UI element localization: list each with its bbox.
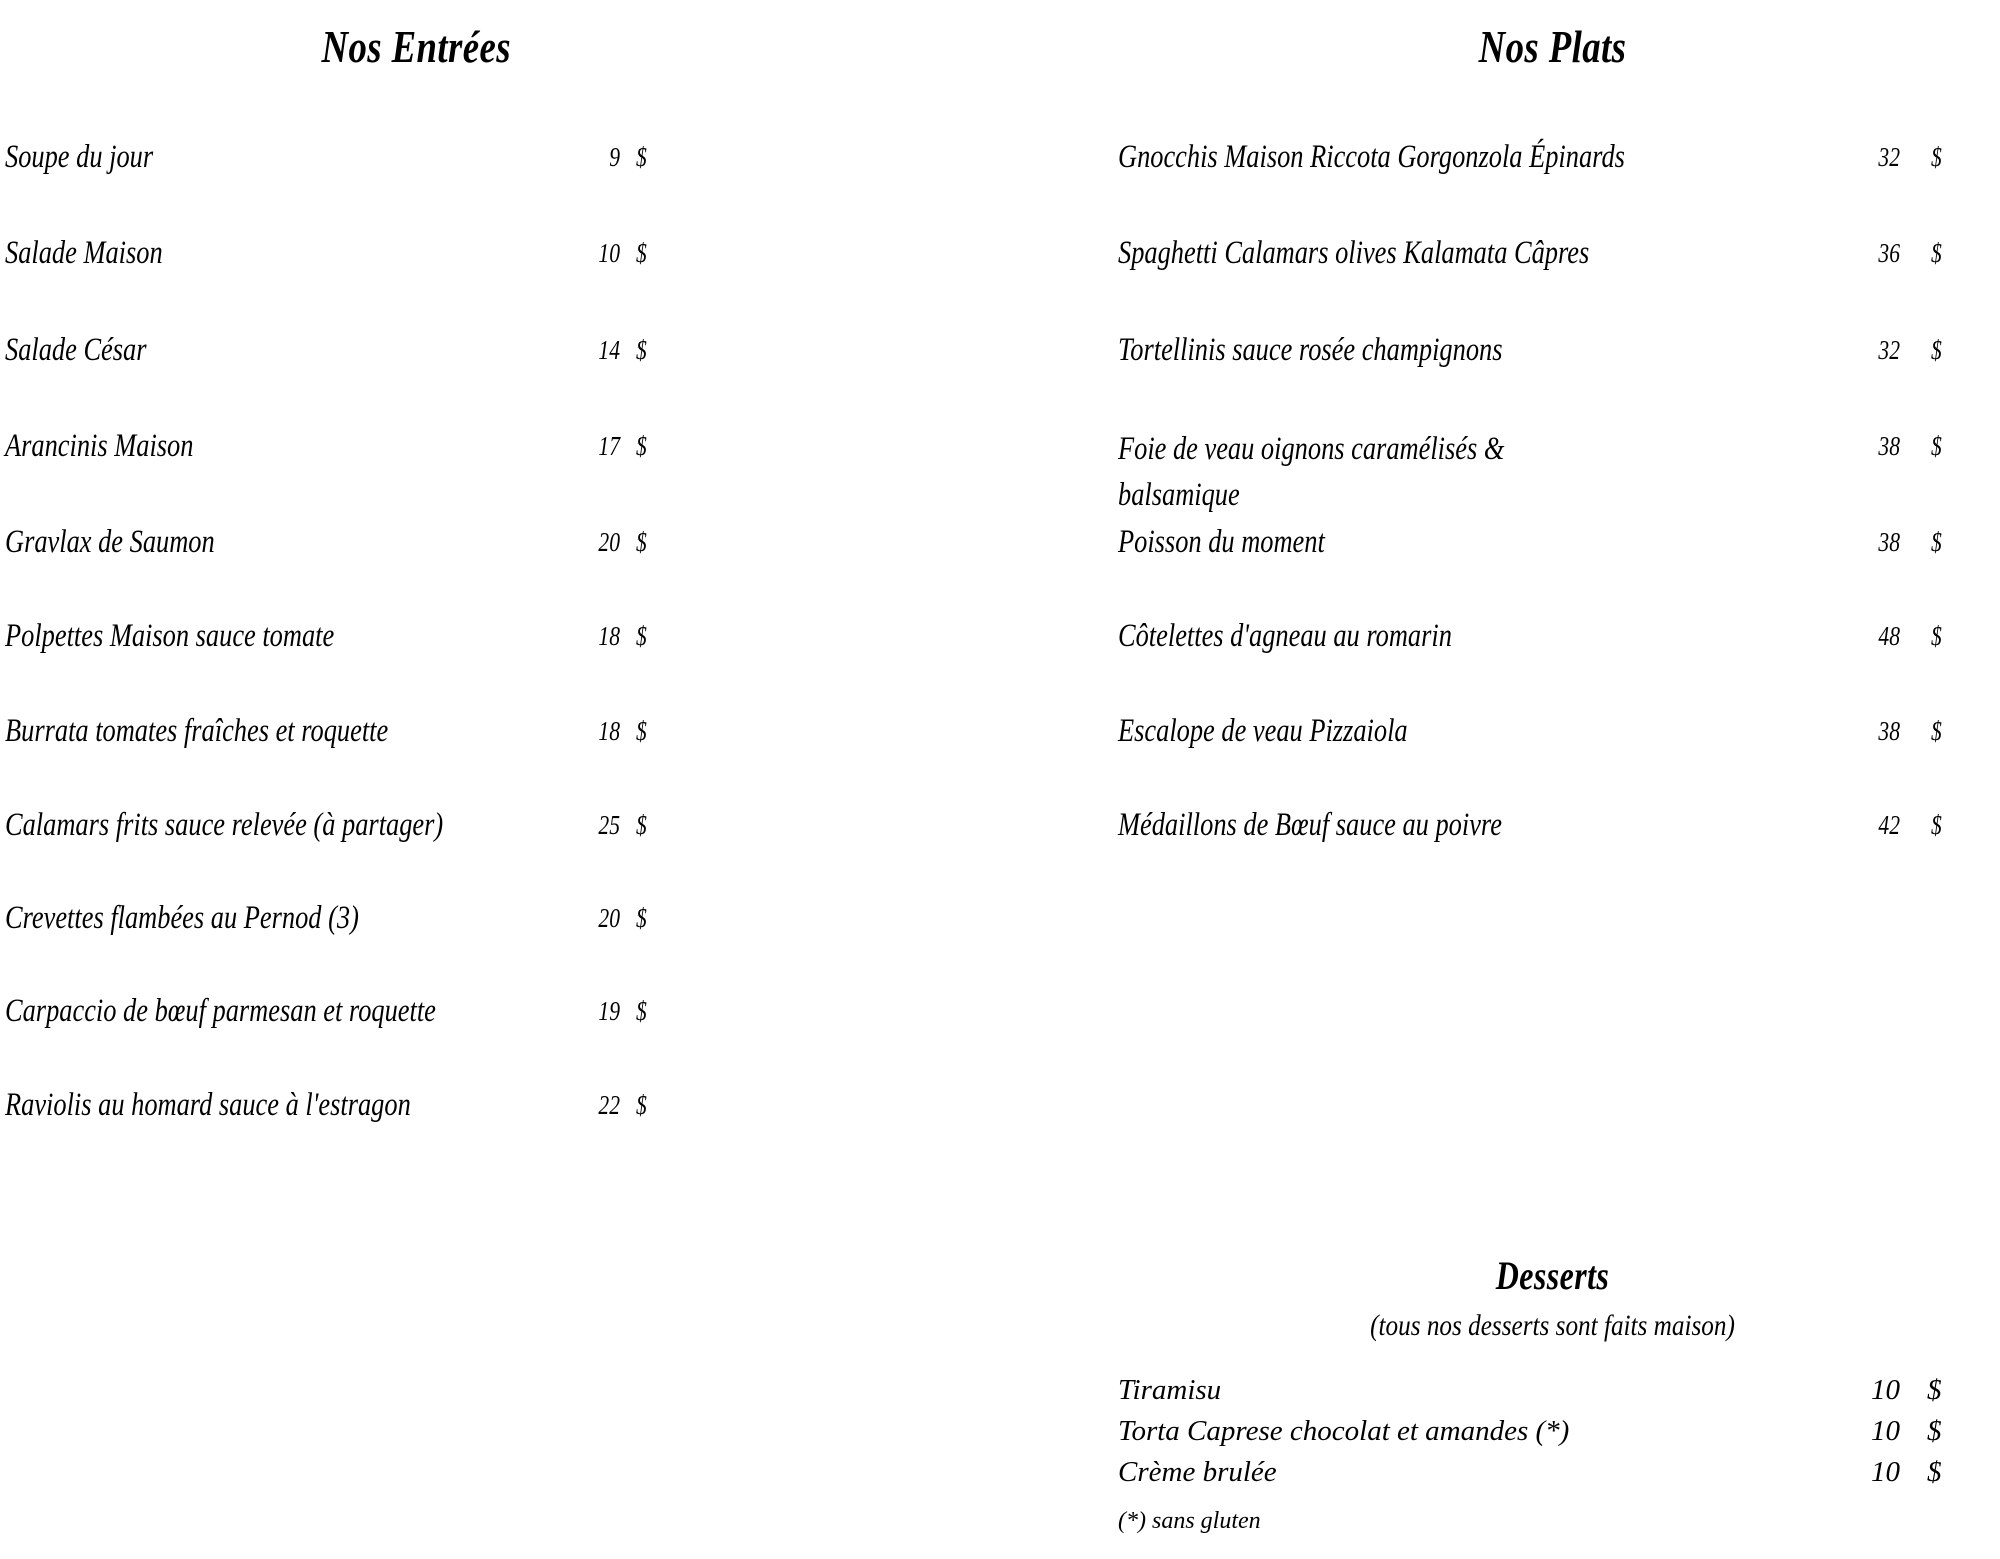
plat-item-price: 38 — [1878, 527, 1900, 557]
entree-item-price: 14 — [598, 335, 620, 365]
plat-item-currency: $ — [1931, 238, 1942, 268]
entree-item-price: 19 — [598, 996, 620, 1026]
entree-item-currency: $ — [636, 142, 647, 172]
dessert-item-price: 10 — [1871, 1415, 1900, 1447]
menu-row — [1105, 426, 2000, 518]
menu-row — [0, 805, 860, 845]
dessert-item-currency: $ — [1927, 1415, 1942, 1447]
entree-item-name: Crevettes flambées au Pernod (3) — [5, 900, 359, 936]
entree-item-price: 18 — [598, 621, 620, 651]
plat-item-price: 38 — [1878, 716, 1900, 746]
entree-item-price: 17 — [598, 431, 620, 461]
entree-item-price: 25 — [598, 810, 620, 840]
menu-row — [0, 898, 860, 938]
plat-item-name: Tortellinis sauce rosée champignons — [1118, 332, 1503, 368]
entree-item-price: 10 — [598, 238, 620, 268]
entree-item-currency: $ — [636, 996, 647, 1026]
dessert-item-price: 10 — [1871, 1456, 1900, 1488]
dessert-row — [1105, 1454, 2000, 1490]
entrees-heading: Nos Entrées — [321, 21, 511, 72]
plat-item-currency: $ — [1931, 527, 1942, 557]
menu-row — [1105, 711, 2000, 751]
entree-item-currency: $ — [636, 527, 647, 557]
plat-item-price: 36 — [1878, 238, 1900, 268]
menu-row — [0, 1085, 860, 1125]
plat-item-name: Escalope de veau Pizzaiola — [1118, 713, 1408, 749]
menu-row — [1105, 137, 2000, 177]
plat-item-price: 48 — [1878, 621, 1900, 651]
plat-item-price: 42 — [1878, 810, 1900, 840]
menu-row — [0, 137, 860, 177]
dessert-row — [1105, 1372, 2000, 1408]
plat-item-currency: $ — [1931, 716, 1942, 746]
plat-item-name — [1118, 426, 1504, 518]
plat-item-name: Médaillons de Bœuf sauce au poivre — [1118, 807, 1502, 843]
plats-column — [1105, 0, 2000, 1559]
entree-item-name: Burrata tomates fraîches et roquette — [5, 713, 389, 749]
plat-item-name: Spaghetti Calamars olives Kalamata Câpres — [1118, 235, 1590, 271]
menu-row — [0, 616, 860, 656]
menu-row — [1105, 233, 2000, 273]
dessert-row — [1105, 1413, 2000, 1449]
entree-item-name: Raviolis au homard sauce à l'estragon — [5, 1087, 411, 1123]
menu-row — [0, 522, 860, 562]
entree-item-currency: $ — [636, 335, 647, 365]
menu-row — [0, 330, 860, 370]
entree-item-name: Carpaccio de bœuf parmesan et roquette — [5, 993, 436, 1029]
entree-item-price: 18 — [598, 716, 620, 746]
menu-row — [1105, 805, 2000, 845]
desserts-heading: Desserts — [1495, 1253, 1610, 1298]
entree-item-currency: $ — [636, 810, 647, 840]
plat-item-name: Poisson du moment — [1118, 524, 1325, 560]
entree-item-currency: $ — [636, 238, 647, 268]
entree-item-currency: $ — [636, 621, 647, 651]
entree-item-price: 22 — [598, 1090, 620, 1120]
entree-item-price: 20 — [598, 903, 620, 933]
desserts-subtitle: (tous nos desserts sont faits maison) — [1370, 1309, 1735, 1342]
plat-item-name: Gnocchis Maison Riccota Gorgonzola Épinards — [1118, 139, 1625, 175]
menu-row — [0, 711, 860, 751]
plat-item-name-line1: Foie de veau oignons caramélisés & — [1118, 431, 1505, 467]
plat-item-price: 32 — [1878, 335, 1900, 365]
entree-item-name: Calamars frits sauce relevée (à partager) — [5, 807, 444, 843]
menu-row — [0, 233, 860, 273]
plat-item-price: 32 — [1878, 142, 1900, 172]
plat-item-name: Côtelettes d'agneau au romarin — [1118, 618, 1452, 654]
plat-item-currency: $ — [1931, 335, 1942, 365]
dessert-item-currency: $ — [1927, 1374, 1942, 1406]
dessert-item-currency: $ — [1927, 1456, 1942, 1488]
menu-row — [1105, 522, 2000, 562]
entree-item-currency: $ — [636, 431, 647, 461]
entree-item-name: Arancinis Maison — [5, 428, 194, 464]
plat-item-price: 38 — [1878, 431, 1900, 461]
entree-item-name: Gravlax de Saumon — [5, 524, 215, 560]
dessert-item-name: Crème brulée — [1118, 1456, 1277, 1488]
entree-item-currency: $ — [636, 716, 647, 746]
entree-item-price: 20 — [598, 527, 620, 557]
entree-item-price: 9 — [609, 142, 620, 172]
plat-item-currency: $ — [1931, 431, 1942, 461]
plats-heading: Nos Plats — [1478, 21, 1627, 72]
plat-item-currency: $ — [1931, 810, 1942, 840]
dessert-item-name: Torta Caprese chocolat et amandes (*) — [1118, 1415, 1570, 1447]
entree-item-name: Polpettes Maison sauce tomate — [5, 618, 335, 654]
plat-item-currency: $ — [1931, 621, 1942, 651]
dessert-item-name: Tiramisu — [1118, 1374, 1222, 1406]
menu-row — [0, 426, 860, 466]
entree-item-currency: $ — [636, 903, 647, 933]
plat-item-name-line2: balsamique — [1118, 477, 1240, 513]
dessert-item-price: 10 — [1871, 1374, 1900, 1406]
entree-item-name: Soupe du jour — [5, 139, 154, 175]
menu-row — [1105, 616, 2000, 656]
menu-row — [1105, 330, 2000, 370]
entrees-column — [0, 0, 860, 1559]
plat-item-currency: $ — [1931, 142, 1942, 172]
menu-row — [0, 991, 860, 1031]
gluten-footnote: (*) sans gluten — [1118, 1508, 1261, 1534]
entree-item-name: Salade César — [5, 332, 147, 368]
entree-item-name: Salade Maison — [5, 235, 163, 271]
entree-item-currency: $ — [636, 1090, 647, 1120]
